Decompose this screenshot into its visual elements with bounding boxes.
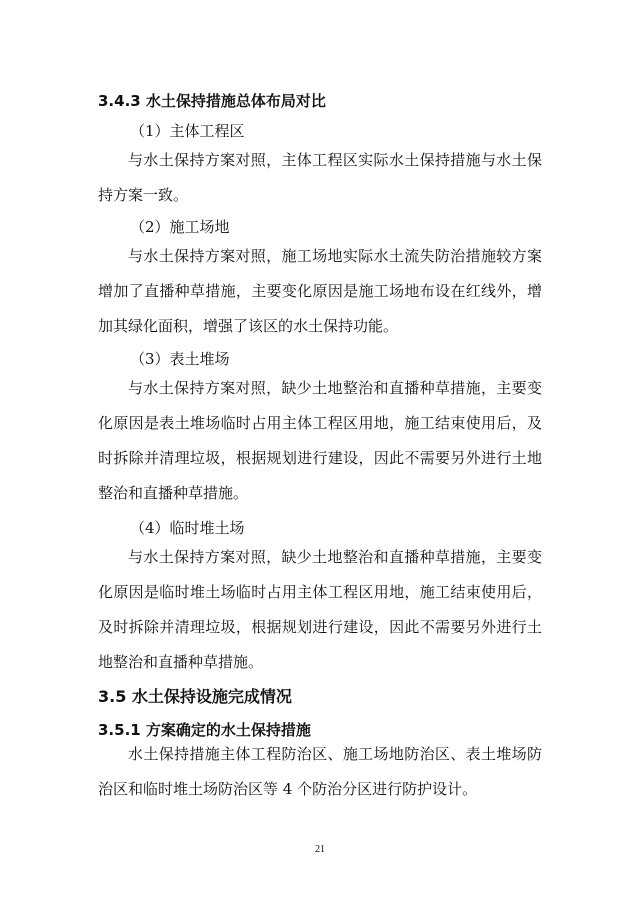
- subheading-main-works-area: （1）主体工程区: [130, 122, 245, 140]
- heading-3-5: 3.5 水土保持设施完成情况: [98, 687, 292, 706]
- subheading-topsoil-yard: （3）表土堆场: [130, 350, 230, 368]
- paragraph-construction-site: 与水土保持方案对照，施工场地实际水土流失防治措施较方案增加了直播种草措施，主要变化原因是施工场地布设在红线外，增加其绿化面积，增强了该区的水土保持功能。: [98, 247, 542, 335]
- paragraph-temporary-soil-yard: 与水土保持方案对照，缺少土地整治和直播种草措施，主要变化原因是临时堆土场临时占用主体工程区用地，施工结束使用后，及时拆除并清理垃圾，根据规划进行建设，因此不需要另外进行土地整治和直播种草措施。: [98, 548, 542, 671]
- heading-3-4-3: 3.4.3 水土保持措施总体布局对比: [98, 92, 326, 110]
- subheading-construction-site: （2）施工场地: [130, 218, 230, 236]
- paragraph-measures: 水土保持措施主体工程防治区、施工场地防治区、表土堆场防治区和临时堆土场防治区等 4 个防治分区进行防护设计。: [98, 745, 542, 798]
- subheading-temporary-soil-yard: （4）临时堆土场: [130, 519, 245, 537]
- paragraph-main-works-area: 与水土保持方案对照，主体工程区实际水土保持措施与水土保持方案一致。: [98, 151, 542, 204]
- paragraph-topsoil-yard: 与水土保持方案对照，缺少土地整治和直播种草措施，主要变化原因是表土堆场临时占用主体工程区用地，施工结束使用后，及时拆除并清理垃圾，根据规划进行建设，因此不需要另外进行土地整治和直播种草措施。: [98, 379, 542, 502]
- heading-3-5-1: 3.5.1 方案确定的水土保持措施: [98, 721, 311, 739]
- page-number: 21: [315, 844, 325, 855]
